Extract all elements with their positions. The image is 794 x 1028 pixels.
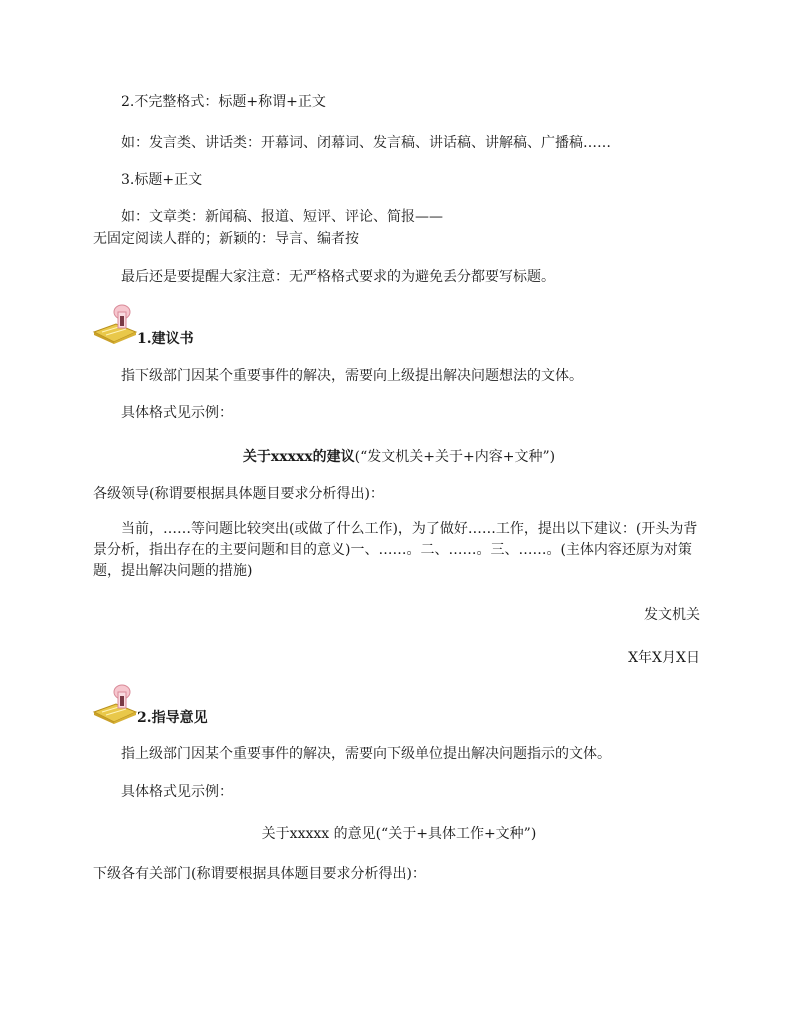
example-line-article: 如：文章类：新闻稿、报道、短评、评论、简报—— [121, 209, 443, 225]
guidance-format-intro: 具体格式见示例： [121, 784, 233, 800]
guidance-salutation: 下级各有关部门(称谓要根据具体题目要求分析得出)： [93, 866, 426, 882]
notebook-pen-icon [92, 682, 138, 724]
proposal-date: X年X月X日 [628, 650, 700, 666]
proposal-title-note: (“发文机关+关于+内容+文种”) [354, 449, 556, 465]
proposal-issuer: 发文机关 [644, 607, 700, 623]
format-line-2: 2.不完整格式：标题+称谓+正文 [121, 94, 326, 110]
section-heading-guidance: 2.指导意见 [137, 710, 208, 726]
reminder-line: 最后还是要提醒大家注意：无严格格式要求的为避免丢分都要写标题。 [121, 269, 555, 285]
proposal-body-text: 当前，……等问题比较突出(或做了什么工作)，为了做好……工作，提出以下建议：(开头为背景分析，指出存在的主要问题和目的意义)一、……。二、……。三、……。(主体内容还原为对策题，提出解决问题的措施) [93, 521, 698, 579]
section-heading-proposal: 1.建议书 [137, 331, 194, 347]
guidance-title-example: 关于xxxxx 的意见(“关于+具体工作+文种”) [261, 826, 537, 842]
proposal-body [93, 519, 705, 582]
proposal-definition: 指下级部门因某个重要事件的解决，需要向上级提出解决问题想法的文体。 [121, 368, 583, 384]
example-line-article-cont: 无固定阅读人群的；新颖的：导言、编者按 [93, 231, 359, 247]
example-line-speech: 如：发言类、讲话类：开幕词、闭幕词、发言稿、讲话稿、讲解稿、广播稿…… [121, 135, 611, 151]
proposal-title-example [93, 446, 705, 466]
proposal-title-bold: 关于xxxxx的建议 [242, 449, 355, 465]
proposal-format-intro: 具体格式见示例： [121, 405, 233, 421]
guidance-definition: 指上级部门因某个重要事件的解决，需要向下级单位提出解决问题指示的文体。 [121, 746, 611, 762]
format-line-3: 3.标题+正文 [121, 172, 203, 188]
notebook-pen-icon [92, 302, 138, 344]
proposal-salutation: 各级领导(称谓要根据具体题目要求分析得出)： [93, 486, 384, 502]
